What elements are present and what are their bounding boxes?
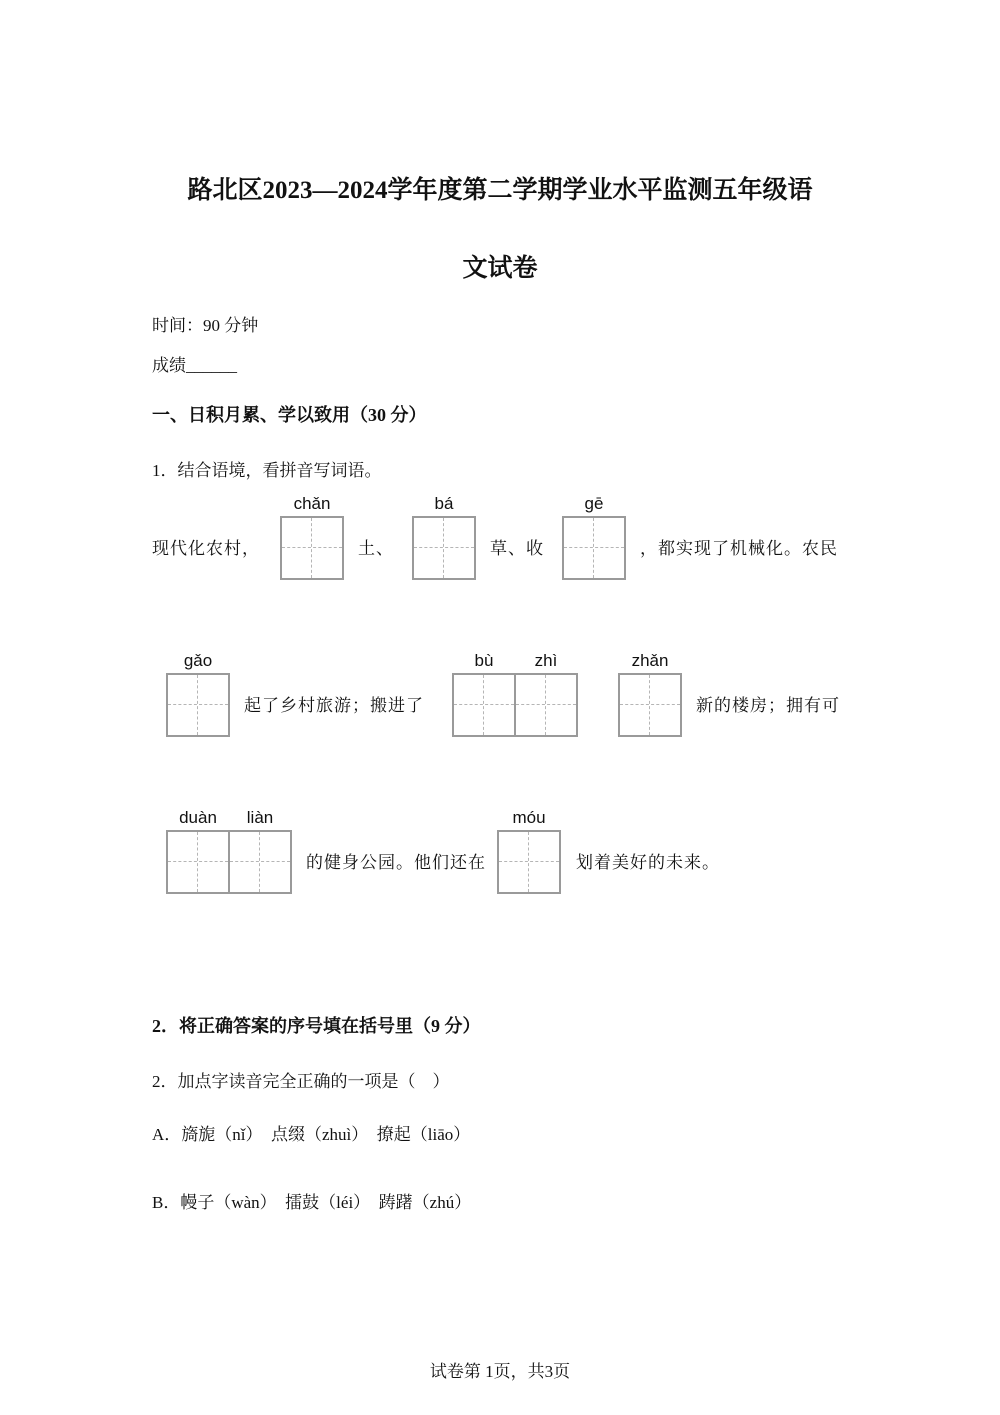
writing-box-bu[interactable] (452, 673, 516, 737)
pinyin-duan: duàn (179, 808, 217, 827)
option-b-word-3: 踌躇 (378, 1193, 413, 1213)
title-part-a: 路北区 (187, 175, 263, 204)
pinyin-bu: bù (474, 651, 494, 670)
exam-time: 时间：90 分钟 (152, 316, 259, 335)
option-b-pinyin-2: （léi） (319, 1193, 371, 1212)
option-a-word-2: 点缀 (271, 1125, 306, 1145)
pinyin-gao: gǎo (183, 651, 213, 670)
row2-text-b: 新的楼房；拥有可 (696, 696, 840, 716)
title-year: 2023—2024 (262, 177, 388, 204)
page-title-line2: 文试卷 (462, 253, 538, 282)
option-a-word-1: 旖旎 (181, 1125, 216, 1145)
option-a-label: A． (152, 1125, 182, 1144)
pinyin-chan: chǎn (293, 494, 331, 513)
writing-box-gao[interactable] (166, 673, 230, 737)
option-b[interactable] (152, 1188, 471, 1213)
option-a[interactable] (152, 1120, 470, 1145)
question-2-prompt: 2．加点字读音完全正确的一项是（ ） (152, 1072, 450, 1091)
page-footer: 试卷第 1页，共3页 (429, 1362, 571, 1381)
writing-box-lian[interactable] (228, 830, 292, 894)
row1-text-b: 土、 (358, 539, 394, 559)
pinyin-zhi: zhì (534, 651, 558, 670)
option-b-pinyin-3: （zhú） (412, 1193, 472, 1212)
row1-text-d: ，都实现了机械化。农民 (640, 539, 838, 559)
option-b-pinyin-1: （wàn） (214, 1193, 277, 1212)
writing-box-duan[interactable] (166, 830, 230, 894)
option-a-pinyin-3: （liāo） (410, 1125, 471, 1144)
pinyin-mou: móu (512, 808, 546, 827)
writing-box-chan[interactable] (280, 516, 344, 580)
page-title (0, 170, 1000, 206)
row2-text-a: 起了乡村旅游；搬进了 (244, 696, 424, 716)
pinyin-ge: gē (584, 494, 604, 513)
row1-text-a: 现代化农村， (152, 539, 260, 559)
title-part-c: 学年度第二学期学业水平监测五年级语 (387, 175, 813, 204)
writing-box-ba[interactable] (412, 516, 476, 580)
row3-text-b: 划着美好的未来。 (576, 853, 720, 873)
section-2-heading: 2．将正确答案的序号填在括号里（9 分） (152, 1016, 481, 1036)
pinyin-zhan: zhǎn (631, 651, 669, 670)
score-field: 成绩______ (152, 356, 237, 375)
writing-box-zhi[interactable] (514, 673, 578, 737)
row1-text-c: 草、收 (490, 539, 544, 559)
row3-text-a: 的健身公园。他们还在 (306, 853, 486, 873)
pinyin-lian: liàn (246, 808, 274, 827)
question-1-prompt: 1．结合语境，看拼音写词语。 (152, 461, 382, 480)
option-b-label: B． (152, 1193, 181, 1212)
writing-box-zhan[interactable] (618, 673, 682, 737)
option-a-pinyin-2: （zhuì） (305, 1125, 369, 1144)
section-1-heading: 一、日积月累、学以致用（30 分） (152, 405, 427, 425)
writing-box-mou[interactable] (497, 830, 561, 894)
writing-box-ge[interactable] (562, 516, 626, 580)
option-a-pinyin-1: （nǐ） (215, 1125, 263, 1144)
option-a-word-3: 撩起 (376, 1125, 411, 1145)
option-b-word-2: 擂鼓 (285, 1193, 320, 1213)
option-b-word-1: 幔子 (180, 1193, 215, 1213)
pinyin-ba: bá (434, 494, 454, 513)
